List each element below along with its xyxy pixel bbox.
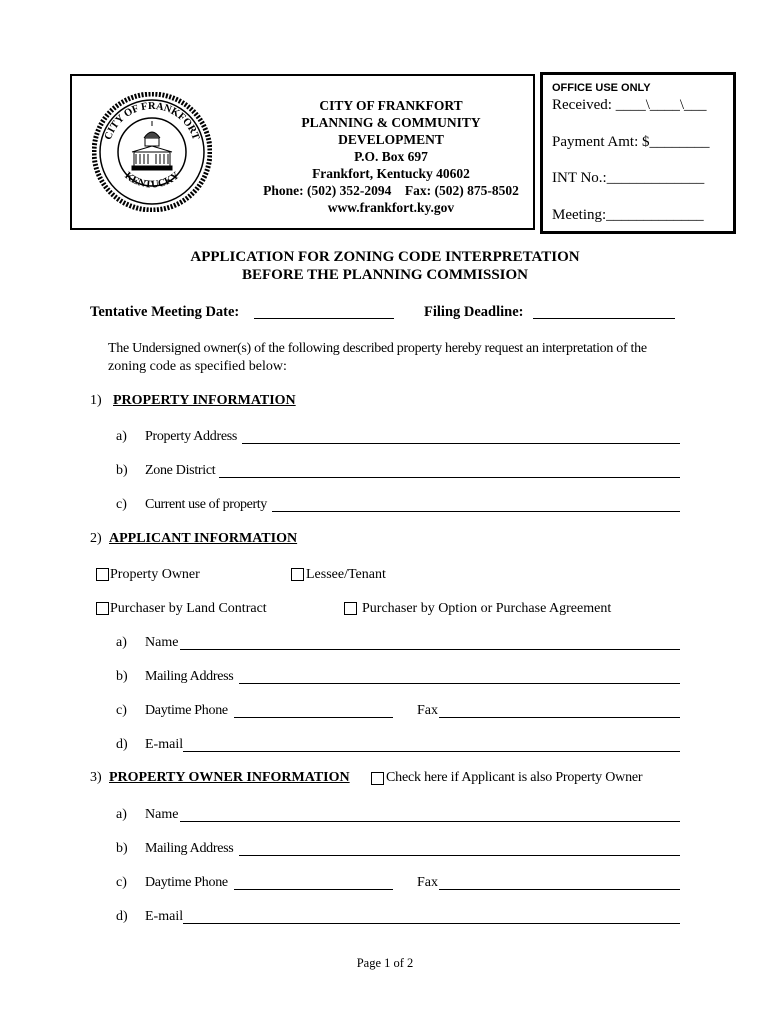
option-purchase-checkbox[interactable] <box>344 602 357 615</box>
s1-property-address-field[interactable] <box>242 443 680 444</box>
s1-a-letter: a) <box>116 429 127 444</box>
lessee-tenant-checkbox[interactable] <box>291 568 304 581</box>
property-owner-label: Property Owner <box>110 567 200 582</box>
s2-name-field[interactable] <box>180 649 680 650</box>
s1-current-use-field[interactable] <box>272 511 680 512</box>
tentative-meeting-field[interactable] <box>254 318 394 319</box>
org-line-7: www.frankfort.ky.gov <box>327 200 455 215</box>
section3-number: 3) <box>90 770 102 785</box>
section1-number: 1) <box>90 393 102 408</box>
intro-line-1: The Undersigned owner(s) of the following described property hereby request an interpretation of the <box>108 341 647 356</box>
seal-text-top: CITY OF FRANKFORT <box>102 100 202 142</box>
office-received: Received: ____\____\___ <box>552 97 707 113</box>
s3-c-letter: c) <box>116 875 127 890</box>
s3-email-label: E-mail <box>145 909 184 924</box>
s3-mailing-address-label: Mailing Address <box>145 841 234 856</box>
applicant-is-owner-label: Check here if Applicant is also Property Owner <box>386 770 643 785</box>
s3-d-letter: d) <box>116 909 128 924</box>
s3-b-letter: b) <box>116 841 128 856</box>
office-use-title: OFFICE USE ONLY <box>552 82 651 94</box>
s2-fax-label: Fax <box>417 703 438 718</box>
land-contract-label: Purchaser by Land Contract <box>110 601 267 616</box>
s3-daytime-phone-field[interactable] <box>234 889 393 890</box>
s3-a-letter: a) <box>116 807 127 822</box>
s2-a-letter: a) <box>116 635 127 650</box>
s2-email-field[interactable] <box>183 751 680 752</box>
applicant-is-owner-checkbox[interactable] <box>371 772 384 785</box>
s2-c-letter: c) <box>116 703 127 718</box>
s1-property-address-label: Property Address <box>145 429 238 444</box>
s1-c-letter: c) <box>116 497 127 512</box>
s2-d-letter: d) <box>116 737 128 752</box>
section3-heading: PROPERTY OWNER INFORMATION <box>109 770 350 785</box>
s1-current-use-label: Current use of property <box>145 497 267 512</box>
org-line-3: DEVELOPMENT <box>338 132 444 147</box>
s2-email-label: E-mail <box>145 737 184 752</box>
s2-mailing-address-field[interactable] <box>239 683 680 684</box>
form-title-line-1: APPLICATION FOR ZONING CODE INTERPRETATION <box>190 249 580 265</box>
org-line-6: Phone: (502) 352-2094 Fax: (502) 875-8502 <box>263 183 519 198</box>
tentative-meeting-label: Tentative Meeting Date: <box>90 304 240 320</box>
s2-daytime-phone-label: Daytime Phone <box>145 703 228 718</box>
lessee-tenant-label: Lessee/Tenant <box>306 567 386 582</box>
filing-deadline-field[interactable] <box>533 318 675 319</box>
org-line-1: CITY OF FRANKFORT <box>319 98 463 113</box>
org-line-4: P.O. Box 697 <box>354 149 428 164</box>
seal-text-bottom: KENTUCKY <box>122 170 182 191</box>
s2-name-label: Name <box>145 635 179 650</box>
filing-deadline-label: Filing Deadline: <box>424 304 524 320</box>
s3-name-field[interactable] <box>180 821 680 822</box>
city-seal-icon <box>92 92 212 212</box>
office-meeting: Meeting:_____________ <box>552 207 704 223</box>
s3-fax-label: Fax <box>417 875 438 890</box>
section1-heading: PROPERTY INFORMATION <box>113 393 296 408</box>
office-payment: Payment Amt: $________ <box>552 134 710 150</box>
intro-line-2: zoning code as specified below: <box>108 359 287 374</box>
s1-zone-district-field[interactable] <box>219 477 680 478</box>
s3-mailing-address-field[interactable] <box>239 855 680 856</box>
s3-fax-field[interactable] <box>439 889 680 890</box>
s2-mailing-address-label: Mailing Address <box>145 669 234 684</box>
s1-b-letter: b) <box>116 463 128 478</box>
land-contract-checkbox[interactable] <box>96 602 109 615</box>
property-owner-checkbox[interactable] <box>96 568 109 581</box>
s2-b-letter: b) <box>116 669 128 684</box>
s2-fax-field[interactable] <box>439 717 680 718</box>
org-line-5: Frankfort, Kentucky 40602 <box>312 166 470 181</box>
s2-daytime-phone-field[interactable] <box>234 717 393 718</box>
org-line-2: PLANNING & COMMUNITY <box>301 115 481 130</box>
section2-number: 2) <box>90 531 102 546</box>
s3-daytime-phone-label: Daytime Phone <box>145 875 228 890</box>
s3-email-field[interactable] <box>183 923 680 924</box>
option-purchase-label: Purchaser by Option or Purchase Agreement <box>362 601 612 616</box>
s3-name-label: Name <box>145 807 179 822</box>
section2-heading: APPLICANT INFORMATION <box>109 531 298 546</box>
office-int-no: INT No.:_____________ <box>552 170 705 186</box>
page-number: Page 1 of 2 <box>356 956 414 970</box>
form-title-line-2: BEFORE THE PLANNING COMMISSION <box>241 267 528 283</box>
s1-zone-district-label: Zone District <box>145 463 216 478</box>
